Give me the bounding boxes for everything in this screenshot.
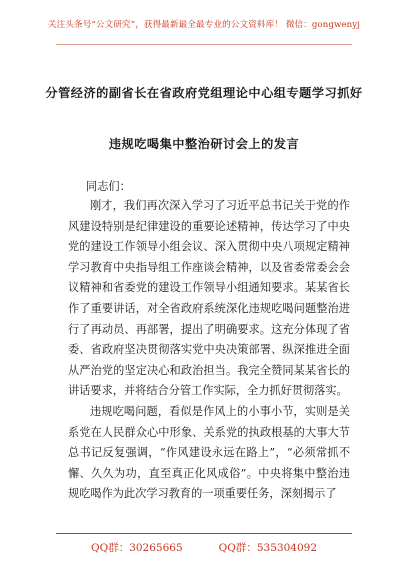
document-body (68, 196, 350, 505)
footer-divider (56, 533, 352, 534)
footer-qq-group-2: QQ群：535304092 (218, 542, 317, 554)
document-title-line-2: 违规吃喝集中整治研讨会上的发言 (108, 137, 300, 151)
body-paragraph-2: 违规吃喝问题，看似是作风上的小事小节，实则是关系党在人民群众心中形象、关系党的执政根基的大事大节总书记反复强调，“作风建设永远在路上”，“必须常抓不懈、久久为功，直至真正化风成俗”。中央将集中整治违规吃喝作为此次学习教育的一项重要任务，深刻揭示了 (68, 404, 350, 501)
header-banner: 关注头条号“公文研究”，获得最新最全最专业的公文资料库！ 微信：gongwenyj (47, 20, 361, 30)
footer-qq-group-1: QQ群：30265665 (90, 542, 183, 554)
document-title-line-1: 分管经济的副省长在省政府党组理论中心组专题学习抓好 (45, 86, 363, 100)
body-paragraph-1: 刚才，我们再次深入学习了习近平总书记关于党的作风建设特别是纪律建设的重要论述精神，传达学习了中央党的建设工作领导小组会议、深入贯彻中央八项规定精神学习教育中央指导组工作座谈会精神，以及省委常委会会议精神和省委党的建设工作领导小组通知要求。某某省长作了重要讲话，对全省政府系统深化违规吃喝问题整治进行了再动员、再部署，提出了明确要求。这充分体现了省委、省政府坚决贯彻落实党中央决策部署、纵深推进全面从严治党的坚定决心和政治担当。我完全赞同某某省长的讲话要求，并将结合分管工作实际，全力抓好贯彻落实。 (68, 199, 350, 398)
salutation: 同志们： (86, 180, 131, 193)
header-divider (56, 44, 352, 45)
footer (0, 540, 408, 555)
